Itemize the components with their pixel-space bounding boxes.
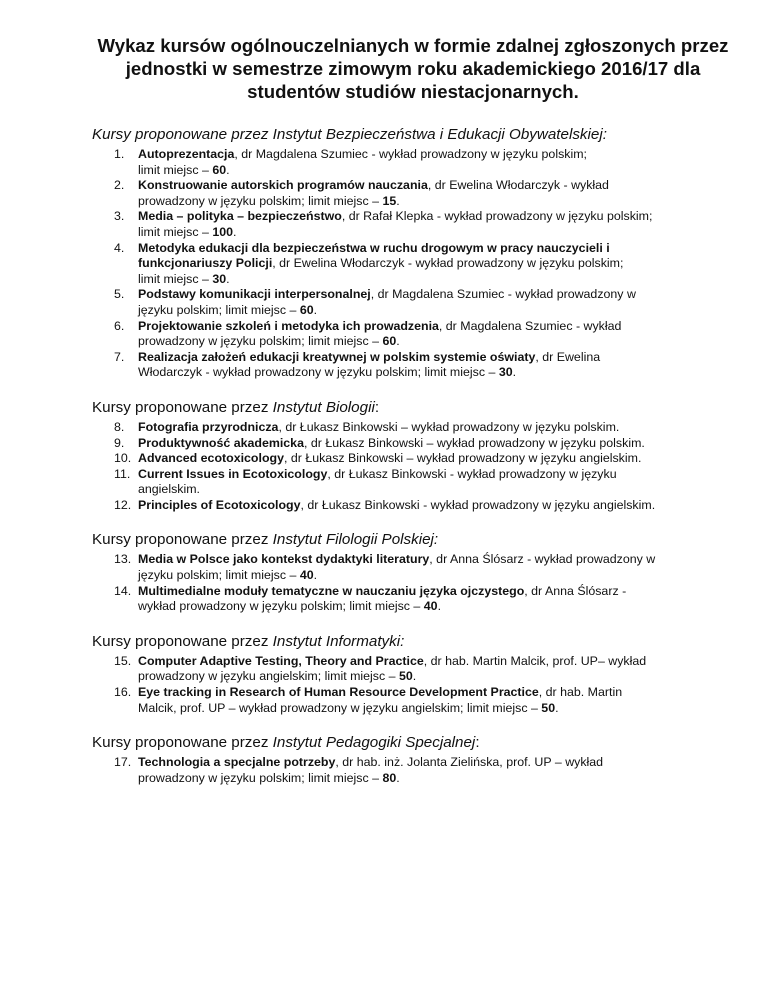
course-description: , dr Łukasz Binkowski – wykład prowadzony w języku polskim. [278,419,620,434]
course-description: , dr Ewelina [535,349,601,364]
course-end: . [396,334,400,349]
document-title [90,34,736,103]
course-description: Malcik, prof. UP – wykład prowadzony w języku angielskim; limit miejsc – [138,700,542,715]
course-name: Autoprezentacja [138,147,235,161]
title-line: studentów studiów niestacjonarnych. [247,81,579,102]
course-description: , dr Rafał Klepka - wykład prowadzony w języku polskim; [341,209,653,224]
course-name: Fotografia przyrodnicza [138,419,279,434]
course-number: 3. [114,209,125,224]
course-item [92,685,708,716]
course-number: 12. [114,497,132,512]
course-item [92,451,708,467]
course-number: 5. [114,287,125,302]
section-heading [92,632,708,651]
seat-limit: 40 [423,599,438,614]
seat-limit: 60 [382,334,397,349]
section-institute: Kursy proponowane przez Instytut Bezpieczeństwa i Edukacji Obywatelskiej: [92,126,607,143]
course-description: prowadzony w języku polskim; limit miejsc – [138,193,383,208]
section-heading-suffix: : [374,398,380,416]
course-list [92,755,708,786]
course-name: Realizacja założeń edukacji kreatywnej w polskim systemie oświaty [138,349,536,364]
course-name: Podstawy komunikacji interpersonalnej [138,287,371,302]
seat-limit: 100 [212,224,234,239]
course-name: Advanced ecotoxicology [138,451,284,466]
course-name: Produktywność akademicka [138,435,304,450]
course-name: Metodyka edukacji dla bezpieczeństwa w ruchu drogowym w pracy nauczycieli i [138,240,610,255]
course-end: . [226,162,230,177]
course-description: , dr hab. inż. Jolanta Zielińska, prof. UP – wykład [335,755,604,770]
course-item [92,350,708,381]
course-description: , dr Ewelina Włodarczyk - wykład prowadzony w języku polskim; [272,256,624,271]
course-number: 16. [114,685,132,700]
course-item [92,209,708,240]
section-heading-prefix: Kursy proponowane przez [92,734,273,752]
course-end: . [396,770,400,785]
course-list [92,654,708,716]
course-number: 2. [114,178,125,193]
course-end: . [512,365,517,380]
course-description: , dr Łukasz Binkowski – wykład prowadzony w języku angielskim. [283,451,642,466]
course-section [92,125,708,381]
course-description: , dr Łukasz Binkowski – wykład prowadzony w języku polskim. [303,435,645,450]
course-name: Technologia a specjalne potrzeby [138,755,336,770]
section-institute: Instytut Pedagogiki Specjalnej [272,734,476,752]
course-description: wykład prowadzony w języku polskim; limit miejsc – [138,599,424,614]
course-item [92,319,708,350]
course-item [92,467,708,498]
course-end: . [555,700,559,715]
course-description: limit miejsc – [138,271,213,286]
course-item [92,178,708,209]
course-sections [92,125,708,786]
course-name: Eye tracking in Research of Human Resource Development Practice [138,685,539,700]
seat-limit: 60 [212,162,227,177]
course-description: , dr Ewelina Włodarczyk - wykład [427,178,609,193]
course-item [92,584,708,615]
seat-limit: 50 [398,669,413,684]
section-heading [92,125,708,144]
seat-limit: 30 [212,271,227,286]
course-description: języku polskim; limit miejsc – [138,568,300,583]
title-line: Wykaz kursów ogólnouczelnianych w formie zdalnej zgłoszonych przez [97,35,729,56]
course-name: Media – polityka – bezpieczeństwo [138,209,342,224]
course-name: Multimedialne moduły tematyczne w nauczaniu języka ojczystego [138,583,525,598]
course-description: limit miejsc – [138,162,213,177]
course-description: limit miejsc – [138,224,213,239]
course-number: 4. [114,240,125,255]
course-item [92,498,708,514]
course-name: Principles of Ecotoxicology [138,497,301,512]
seat-limit: 15 [382,193,397,208]
section-heading-prefix: Kursy proponowane przez [92,531,273,549]
course-item [92,552,708,583]
course-list [92,552,708,614]
seat-limit: 60 [299,302,314,317]
course-section [92,632,708,716]
course-number: 14. [114,583,132,598]
course-end: . [313,568,318,583]
course-number: 6. [114,318,125,333]
course-item [92,147,708,178]
course-end: . [313,302,318,317]
course-description: , dr Łukasz Binkowski - wykład prowadzony w języku [327,466,617,481]
course-item [92,420,708,436]
course-section [92,530,708,614]
course-description: , dr Anna Ślósarz - [524,583,627,598]
course-name: Current Issues in Ecotoxicology [138,466,328,481]
course-number: 15. [114,653,132,668]
course-number: 8. [114,419,125,434]
seat-limit: 80 [382,770,397,785]
course-name: Media w Polsce jako kontekst dydaktyki literatury [138,552,430,567]
course-end: . [412,669,417,684]
course-name: Konstruowanie autorskich programów nauczania [138,178,428,193]
section-heading-prefix: Kursy proponowane przez [92,398,273,416]
section-institute: Instytut Informatyki: [272,632,405,650]
course-end: . [437,599,442,614]
course-item [92,287,708,318]
course-list [92,147,708,381]
course-number: 10. [114,451,132,466]
course-description: angielskim. [138,482,200,497]
course-description: , dr Anna Ślósarz - wykład prowadzony w [429,552,656,567]
course-name: Computer Adaptive Testing, Theory and Practice [138,653,424,668]
course-section [92,398,708,514]
course-number: 11. [114,466,131,481]
section-heading [92,530,708,549]
course-item [92,436,708,452]
course-description: , dr Magdalena Szumiec - wykład prowadzony w języku polskim; [234,147,587,161]
section-heading [92,733,708,752]
seat-limit: 40 [299,568,314,583]
course-number: 17. [114,755,132,770]
course-number: 13. [114,552,132,567]
course-number: 9. [114,435,125,450]
course-number: 1. [114,147,125,161]
course-description: , dr Magdalena Szumiec - wykład [438,318,622,333]
course-description: , dr hab. Martin [538,685,623,700]
course-description: prowadzony w języku angielskim; limit miejsc – [138,669,399,684]
section-heading [92,398,708,417]
seat-limit: 30 [498,365,513,380]
course-description: , dr hab. Martin Malcik, prof. UP– wykład [423,653,647,668]
seat-limit: 50 [541,700,556,715]
course-item [92,755,708,786]
course-description: języku polskim; limit miejsc – [138,302,300,317]
course-end: . [396,193,400,208]
course-description: , dr Magdalena Szumiec - wykład prowadzony w [370,287,636,302]
course-item [92,654,708,685]
course-description: prowadzony w języku polskim; limit miejsc – [138,334,383,349]
course-description: , dr Łukasz Binkowski - wykład prowadzony w języku angielskim. [300,497,656,512]
course-section [92,733,708,786]
course-description: Włodarczyk - wykład prowadzony w języku polskim; limit miejsc – [138,365,499,380]
course-item [92,241,708,288]
course-description: prowadzony w języku polskim; limit miejsc – [138,770,383,785]
section-heading-prefix: Kursy proponowane przez [92,632,273,650]
course-end: . [226,271,230,286]
course-number: 7. [114,349,125,364]
section-institute: Instytut Biologii [272,398,375,416]
title-line: jednostki w semestrze zimowym roku akademickiego 2016/17 dla [125,58,701,79]
course-list [92,420,708,514]
section-heading-suffix: : [475,734,480,752]
section-institute: Instytut Filologii Polskiej: [272,531,439,549]
course-name: funkcjonariuszy Policji [138,256,273,271]
course-end: . [233,224,237,239]
course-name: Projektowanie szkoleń i metodyka ich prowadzenia [138,318,439,333]
